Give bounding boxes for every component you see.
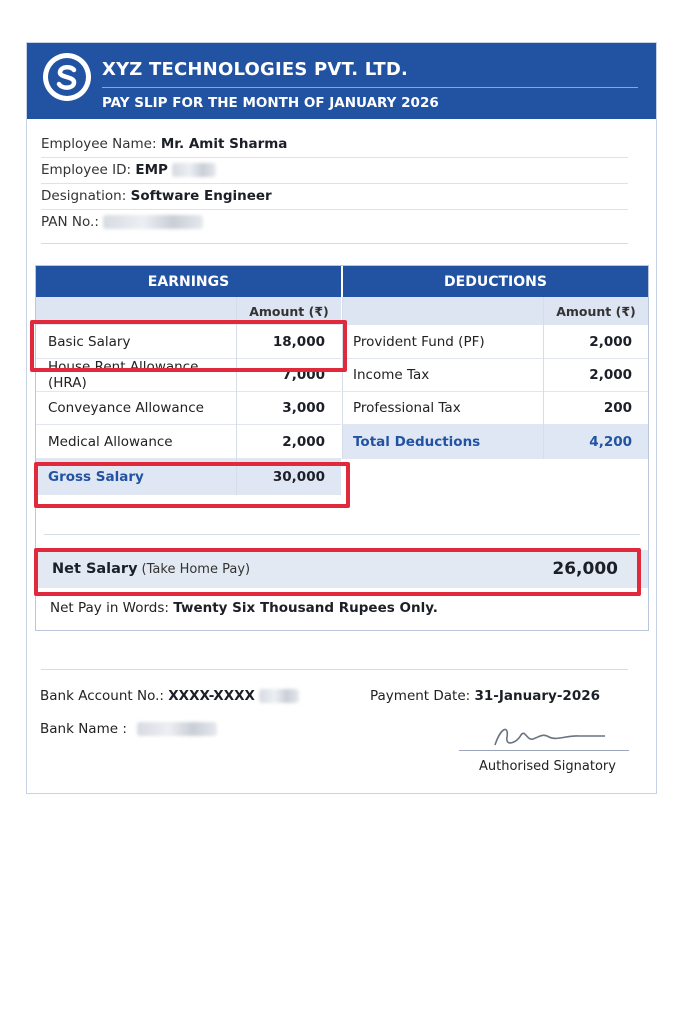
net-salary-title: Net Salary [52, 561, 138, 577]
pan-label: PAN No.: [41, 214, 99, 230]
bank-account-label: Bank Account No.: [40, 688, 164, 704]
designation-row [41, 183, 628, 210]
column-divider [236, 297, 237, 495]
earnings-label-subheader [36, 297, 236, 325]
earning-label: House Rent Allowance (HRA) [36, 359, 236, 392]
deduction-amount: 2,000 [544, 359, 648, 392]
net-pay-words [50, 600, 438, 616]
employee-name-value: Mr. Amit Sharma [160, 136, 288, 152]
earning-label: Basic Salary [36, 325, 236, 359]
earning-amount: 18,000 [237, 325, 341, 359]
redacted-account [259, 689, 299, 703]
info-divider [41, 243, 628, 244]
net-divider [44, 534, 640, 535]
deductions-amount-subheader: Amount (₹) [544, 297, 648, 325]
redacted-pan [103, 215, 203, 229]
employee-id-value: EMP [135, 162, 168, 178]
net-words-label: Net Pay in Words: [50, 600, 169, 616]
deduction-label: Provident Fund (PF) [343, 325, 543, 359]
signature-icon [487, 721, 607, 751]
total-deductions-label: Total Deductions [343, 425, 543, 459]
deduction-amount: 2,000 [544, 325, 648, 359]
total-deductions-amount: 4,200 [544, 425, 648, 459]
net-salary-label [52, 550, 250, 588]
earning-amount: 7,000 [237, 359, 341, 392]
bank-name-label: Bank Name : [40, 721, 127, 737]
earning-amount: 3,000 [237, 392, 341, 425]
deduction-label: Professional Tax [343, 392, 543, 425]
column-divider [543, 297, 544, 459]
header-divider [102, 87, 638, 88]
pay-slip [26, 42, 657, 794]
gross-salary-amount: 30,000 [237, 459, 341, 495]
salary-table [35, 265, 649, 631]
earnings-amount-subheader: Amount (₹) [237, 297, 341, 325]
designation-value: Software Engineer [130, 188, 272, 204]
earning-amount: 2,000 [237, 425, 341, 459]
authorised-signatory-label: Authorised Signatory [479, 759, 616, 774]
earnings-header: EARNINGS [36, 266, 341, 297]
employee-id-label: Employee ID: [41, 162, 132, 178]
payment-date [370, 688, 600, 704]
net-words-value: Twenty Six Thousand Rupees Only. [173, 600, 438, 616]
bank-account-value: XXXX-XXXX [168, 688, 255, 704]
employee-name-row [41, 131, 628, 158]
signature-line [459, 750, 629, 751]
employee-id-row [41, 157, 628, 184]
net-salary-amount: 26,000 [552, 559, 618, 579]
bank-divider [41, 669, 628, 670]
s-circle-logo-icon [43, 53, 91, 101]
earning-label: Medical Allowance [36, 425, 236, 459]
deduction-label: Income Tax [343, 359, 543, 392]
earning-label: Conveyance Allowance [36, 392, 236, 425]
deductions-label-subheader [343, 297, 543, 325]
net-salary-row [36, 550, 648, 588]
company-name: XYZ TECHNOLOGIES PVT. LTD. [102, 59, 409, 80]
pay-slip-title: PAY SLIP FOR THE MONTH OF JANUARY 2026 [102, 95, 439, 111]
bank-name [40, 721, 217, 737]
bank-account [40, 688, 299, 704]
net-salary-sublabel: (Take Home Pay) [141, 561, 251, 577]
pan-row [41, 209, 628, 236]
redacted-bank-name [137, 722, 217, 736]
deduction-amount: 200 [544, 392, 648, 425]
gross-salary-label: Gross Salary [36, 459, 236, 495]
column-divider [342, 297, 343, 459]
payment-date-label: Payment Date: [370, 688, 471, 704]
slip-header [27, 43, 656, 119]
payment-date-value: 31-January-2026 [474, 688, 601, 704]
employee-name-label: Employee Name: [41, 136, 157, 152]
designation-label: Designation: [41, 188, 127, 204]
redacted-employee-id [172, 163, 216, 177]
deductions-header: DEDUCTIONS [343, 266, 648, 297]
